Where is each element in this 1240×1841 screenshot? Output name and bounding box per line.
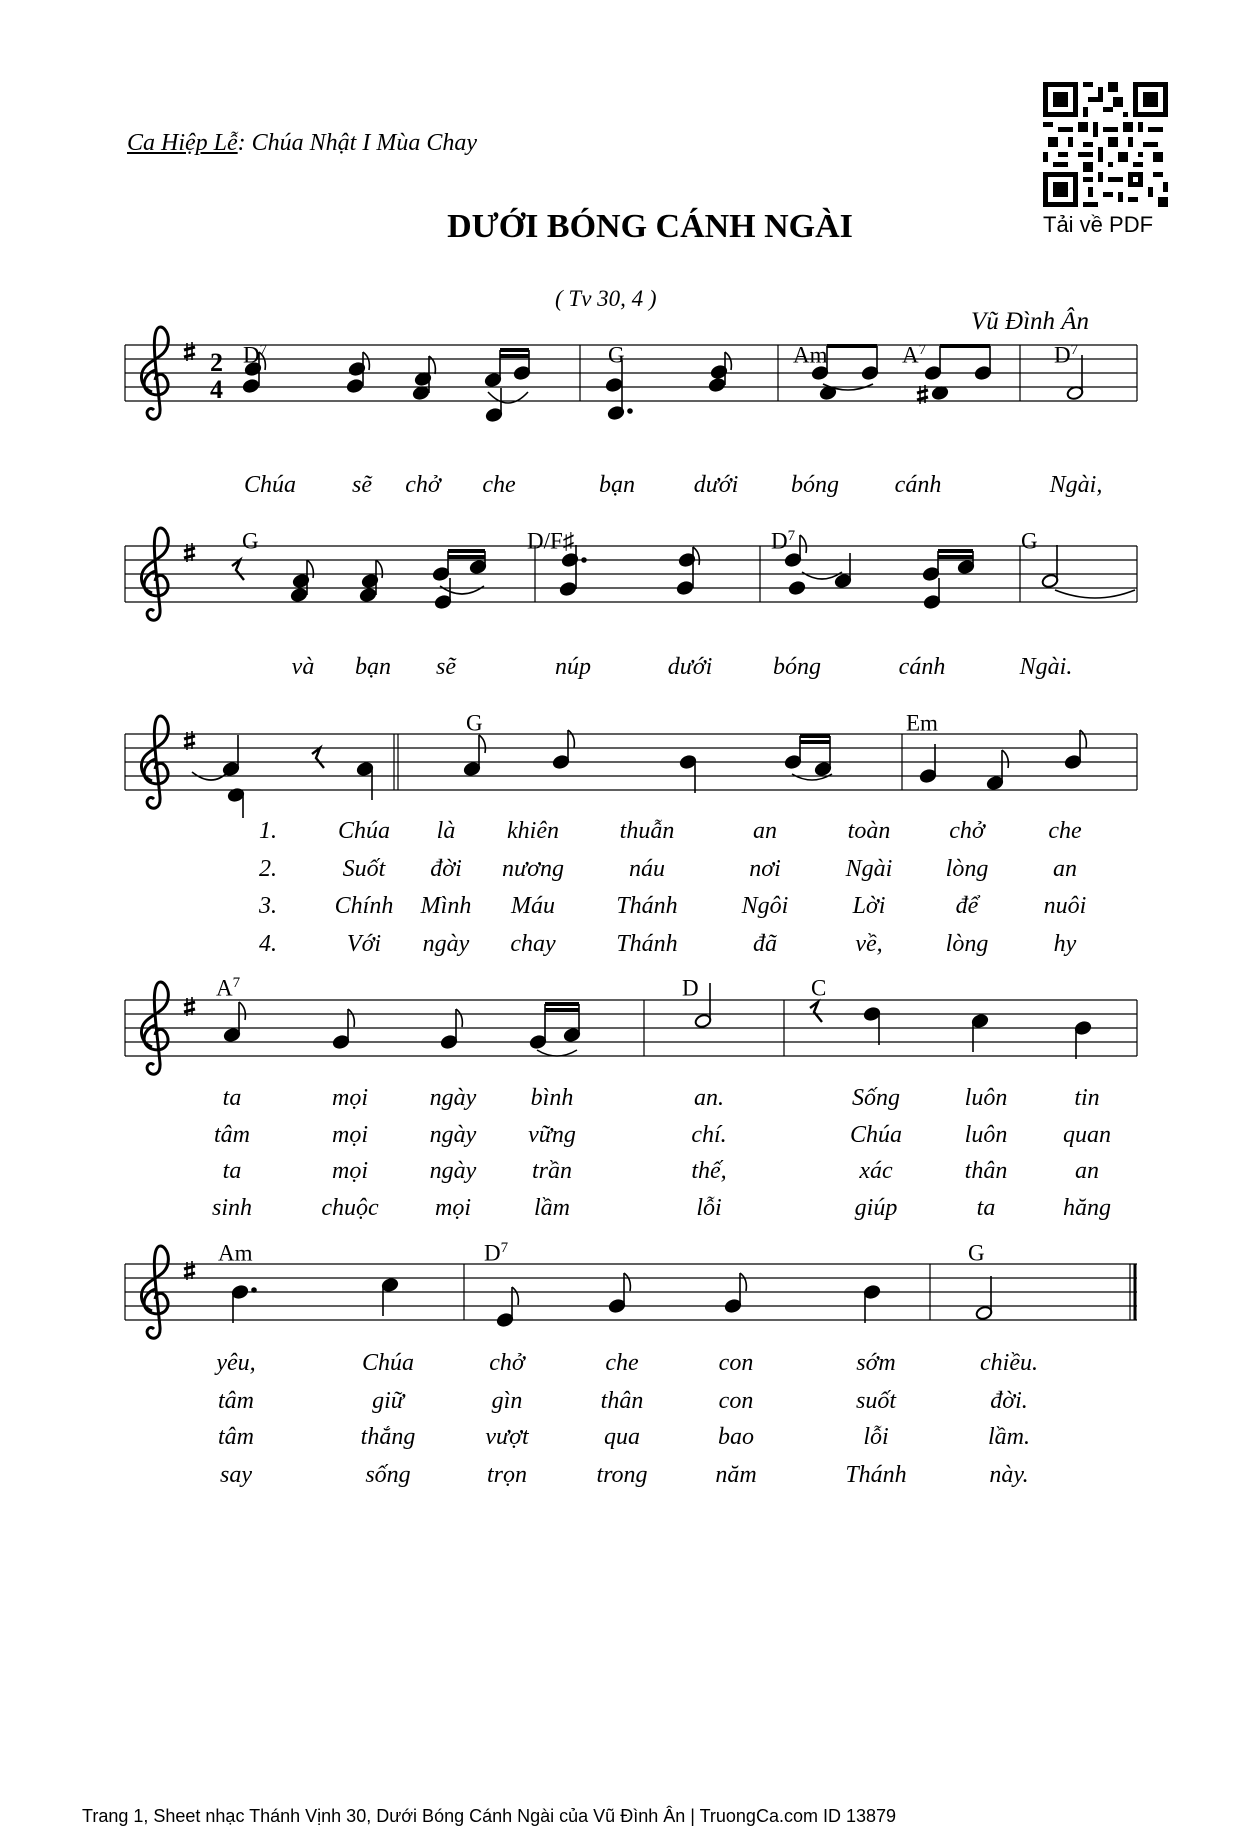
staff-system-3 bbox=[125, 716, 1137, 818]
lyric-syllable: lỗi bbox=[863, 1424, 889, 1450]
lyric-syllable: năm bbox=[715, 1462, 757, 1488]
lyric-syllable: Chúa bbox=[337, 818, 391, 844]
lyric-syllable: sẽ bbox=[352, 472, 372, 498]
lyric-syllable: sống bbox=[365, 1462, 411, 1488]
lyric-syllable: an bbox=[1075, 1158, 1099, 1184]
lyric-syllable: lỗi bbox=[696, 1195, 722, 1221]
lyric-syllable: say bbox=[220, 1462, 252, 1488]
lyric-syllable: Ngôi bbox=[741, 893, 789, 919]
lyric-syllable: an bbox=[753, 818, 777, 844]
lyric-syllable: dưới bbox=[693, 472, 739, 498]
lyric-syllable: vững bbox=[528, 1122, 576, 1148]
chord: $A^7$ bbox=[902, 342, 927, 368]
lyric-syllable: 1. bbox=[259, 818, 277, 844]
lyric-syllable: tin bbox=[1074, 1085, 1100, 1111]
lyric-syllable: lòng bbox=[945, 931, 989, 957]
lyric-syllable: mọi bbox=[435, 1195, 471, 1221]
lyric-syllable: chở bbox=[489, 1350, 525, 1376]
chord: C bbox=[811, 975, 827, 1001]
lyric-syllable: cánh bbox=[894, 472, 942, 498]
lyric-syllable: này. bbox=[989, 1462, 1029, 1488]
lyric-syllable: Chúa bbox=[361, 1350, 415, 1376]
lyric-syllable: bóng bbox=[791, 472, 839, 498]
chord: G bbox=[466, 710, 483, 736]
psalm-reference: ( Tv 30, 4 ) bbox=[555, 286, 657, 311]
lyric-syllable: bao bbox=[718, 1424, 754, 1450]
time-sig-top: 2 bbox=[210, 348, 223, 377]
lyric-syllable: gìn bbox=[491, 1388, 523, 1414]
lyric-syllable: thuẫn bbox=[619, 818, 675, 844]
lyric-syllable: giữ bbox=[372, 1388, 404, 1414]
lyric-syllable: xác bbox=[859, 1158, 893, 1184]
lyric-syllable: đời bbox=[430, 856, 462, 882]
lyric-syllable: ngày bbox=[429, 1122, 477, 1148]
lyric-syllable: mọi bbox=[332, 1158, 368, 1184]
lyric-syllable: bạn bbox=[355, 654, 391, 680]
lyric-syllable: luôn bbox=[964, 1085, 1008, 1111]
staff-system-5 bbox=[125, 1246, 1137, 1338]
lyric-syllable: Chính bbox=[334, 893, 394, 919]
lyric-syllable: lầm. bbox=[988, 1424, 1030, 1450]
lyric-syllable: thắng bbox=[360, 1424, 416, 1450]
chord: $D^7$ bbox=[1054, 342, 1079, 368]
lyric-syllable: núp bbox=[555, 654, 591, 680]
page-footer: Trang 1, Sheet nhạc Thánh Vịnh 30, Dưới Bóng Cánh Ngài của Vũ Đình Ân | TruongCa.com ID 13879 bbox=[82, 1806, 897, 1826]
lyric-syllable: ta bbox=[222, 1158, 242, 1184]
chord: $A^7$ bbox=[216, 975, 241, 1001]
lyric-syllable: 2. bbox=[259, 856, 277, 882]
lyric-syllable: luôn bbox=[964, 1122, 1008, 1148]
lyric-syllable: chở bbox=[949, 818, 985, 844]
lyric-syllable: che bbox=[482, 472, 516, 498]
chord: Am bbox=[218, 1240, 253, 1266]
lyric-syllable: ngày bbox=[422, 931, 470, 957]
lyric-syllable: trong bbox=[596, 1462, 648, 1488]
staff-system-2 bbox=[125, 528, 1137, 620]
chord: $D^7$ bbox=[484, 1240, 509, 1266]
lyric-syllable: nơi bbox=[749, 856, 781, 882]
lyric-syllable: suốt bbox=[855, 1388, 897, 1414]
lyric-syllable: con bbox=[718, 1388, 754, 1414]
lyric-syllable: Lời bbox=[852, 893, 886, 919]
lyric-syllable: an bbox=[1053, 856, 1077, 882]
lyric-syllable: chí. bbox=[691, 1122, 727, 1148]
lyric-syllable: chuộc bbox=[321, 1195, 379, 1221]
lyric-syllable: ta bbox=[976, 1195, 996, 1221]
lyric-syllable: Mình bbox=[420, 893, 472, 919]
lyric-syllable: tâm bbox=[218, 1388, 254, 1414]
lyric-syllable: chay bbox=[510, 931, 556, 957]
lyric-syllable: con bbox=[718, 1350, 754, 1376]
lyric-syllable: đã bbox=[753, 931, 777, 957]
lyric-syllable: sớm bbox=[856, 1350, 896, 1376]
lyric-syllable: nương bbox=[502, 856, 564, 882]
chord: G bbox=[242, 528, 259, 554]
liturgy-label: Ca Hiệp Lễ bbox=[127, 130, 238, 156]
lyric-syllable: ngày bbox=[429, 1085, 477, 1111]
lyric-syllable: Chúa bbox=[849, 1122, 903, 1148]
lyric-syllable: tâm bbox=[218, 1424, 254, 1450]
lyric-syllable: hăng bbox=[1063, 1195, 1111, 1221]
lyric-syllable: Chúa bbox=[243, 472, 297, 498]
lyric-syllable: chiều. bbox=[980, 1350, 1038, 1376]
lyric-syllable: Ngài. bbox=[1019, 654, 1073, 680]
staff-system-4 bbox=[125, 982, 1137, 1074]
lyric-syllable: dưới bbox=[667, 654, 713, 680]
lyric-syllable: chở bbox=[405, 472, 441, 498]
chord: G bbox=[968, 1240, 985, 1266]
chord: D bbox=[682, 975, 699, 1001]
lyric-syllable: sinh bbox=[211, 1195, 253, 1221]
lyric-syllable: ta bbox=[222, 1085, 242, 1111]
lyric-syllable: sẽ bbox=[436, 654, 456, 680]
download-pdf-label[interactable]: Tải về PDF bbox=[1043, 212, 1154, 237]
lyric-syllable: bình bbox=[530, 1085, 574, 1111]
lyric-syllable: bạn bbox=[599, 472, 635, 498]
lyric-syllable: lầm bbox=[534, 1195, 570, 1221]
lyric-syllable: Ngài bbox=[845, 856, 893, 882]
lyric-syllable: tâm bbox=[214, 1122, 250, 1148]
lyric-syllable: giúp bbox=[854, 1195, 898, 1221]
time-sig-bottom: 4 bbox=[210, 375, 223, 404]
lyric-syllable: bóng bbox=[773, 654, 821, 680]
liturgy-occasion: : Chúa Nhật I Mùa Chay bbox=[237, 130, 477, 156]
lyric-syllable: về, bbox=[855, 931, 883, 957]
lyric-syllable: 4. bbox=[259, 931, 277, 957]
lyric-syllable: vượt bbox=[485, 1424, 529, 1450]
lyric-syllable: mọi bbox=[332, 1085, 368, 1111]
lyric-syllable: nuôi bbox=[1043, 893, 1087, 919]
lyric-syllable: thế, bbox=[691, 1158, 727, 1184]
chord: $D^7$ bbox=[243, 342, 268, 368]
lyric-syllable: thân bbox=[964, 1158, 1008, 1184]
song-title: DƯỚI BÓNG CÁNH NGÀI bbox=[447, 208, 853, 245]
lyric-syllable: toàn bbox=[847, 818, 891, 844]
lyric-syllable: trần bbox=[531, 1158, 573, 1184]
lyric-syllable: Với bbox=[346, 931, 382, 957]
lyric-syllable: yêu, bbox=[216, 1350, 256, 1376]
lyric-syllable: Thánh bbox=[616, 893, 678, 919]
lyric-syllable: Sống bbox=[852, 1085, 900, 1111]
lyric-syllable: lòng bbox=[945, 856, 989, 882]
lyric-syllable: Thánh bbox=[616, 931, 678, 957]
lyric-syllable: che bbox=[1048, 818, 1082, 844]
chord: Em bbox=[906, 710, 938, 736]
lyric-syllable: mọi bbox=[332, 1122, 368, 1148]
chord: Am bbox=[793, 342, 828, 368]
lyric-syllable: cánh bbox=[898, 654, 946, 680]
lyric-syllable: là bbox=[436, 818, 456, 844]
lyric-syllable: thân bbox=[600, 1388, 644, 1414]
lyric-syllable: và bbox=[291, 654, 315, 680]
lyric-syllable: để bbox=[955, 893, 979, 919]
chord: $D^7$ bbox=[771, 528, 796, 554]
chord: G bbox=[608, 342, 625, 368]
lyric-syllable: Máu bbox=[511, 893, 555, 919]
lyric-syllable: ngày bbox=[429, 1158, 477, 1184]
lyric-syllable: quan bbox=[1063, 1122, 1111, 1148]
chord: D/F♯ bbox=[527, 528, 575, 554]
chord: G bbox=[1021, 528, 1038, 554]
lyric-syllable: đời. bbox=[990, 1388, 1028, 1414]
composer-name: Vũ Đình Ân bbox=[971, 308, 1090, 335]
lyric-syllable: náu bbox=[629, 856, 665, 882]
staff-system-1 bbox=[125, 327, 1137, 423]
lyric-syllable: qua bbox=[604, 1424, 640, 1450]
lyric-syllable: khiên bbox=[507, 818, 559, 844]
lyric-syllable: che bbox=[605, 1350, 639, 1376]
lyric-syllable: trọn bbox=[486, 1462, 528, 1488]
lyric-syllable: Suốt bbox=[342, 856, 386, 882]
lyric-syllable: Ngài, bbox=[1049, 472, 1103, 498]
lyric-syllable: hy bbox=[1053, 931, 1077, 957]
lyric-syllable: Thánh bbox=[845, 1462, 907, 1488]
lyric-syllable: 3. bbox=[259, 893, 277, 919]
lyric-syllable: an. bbox=[694, 1085, 724, 1111]
